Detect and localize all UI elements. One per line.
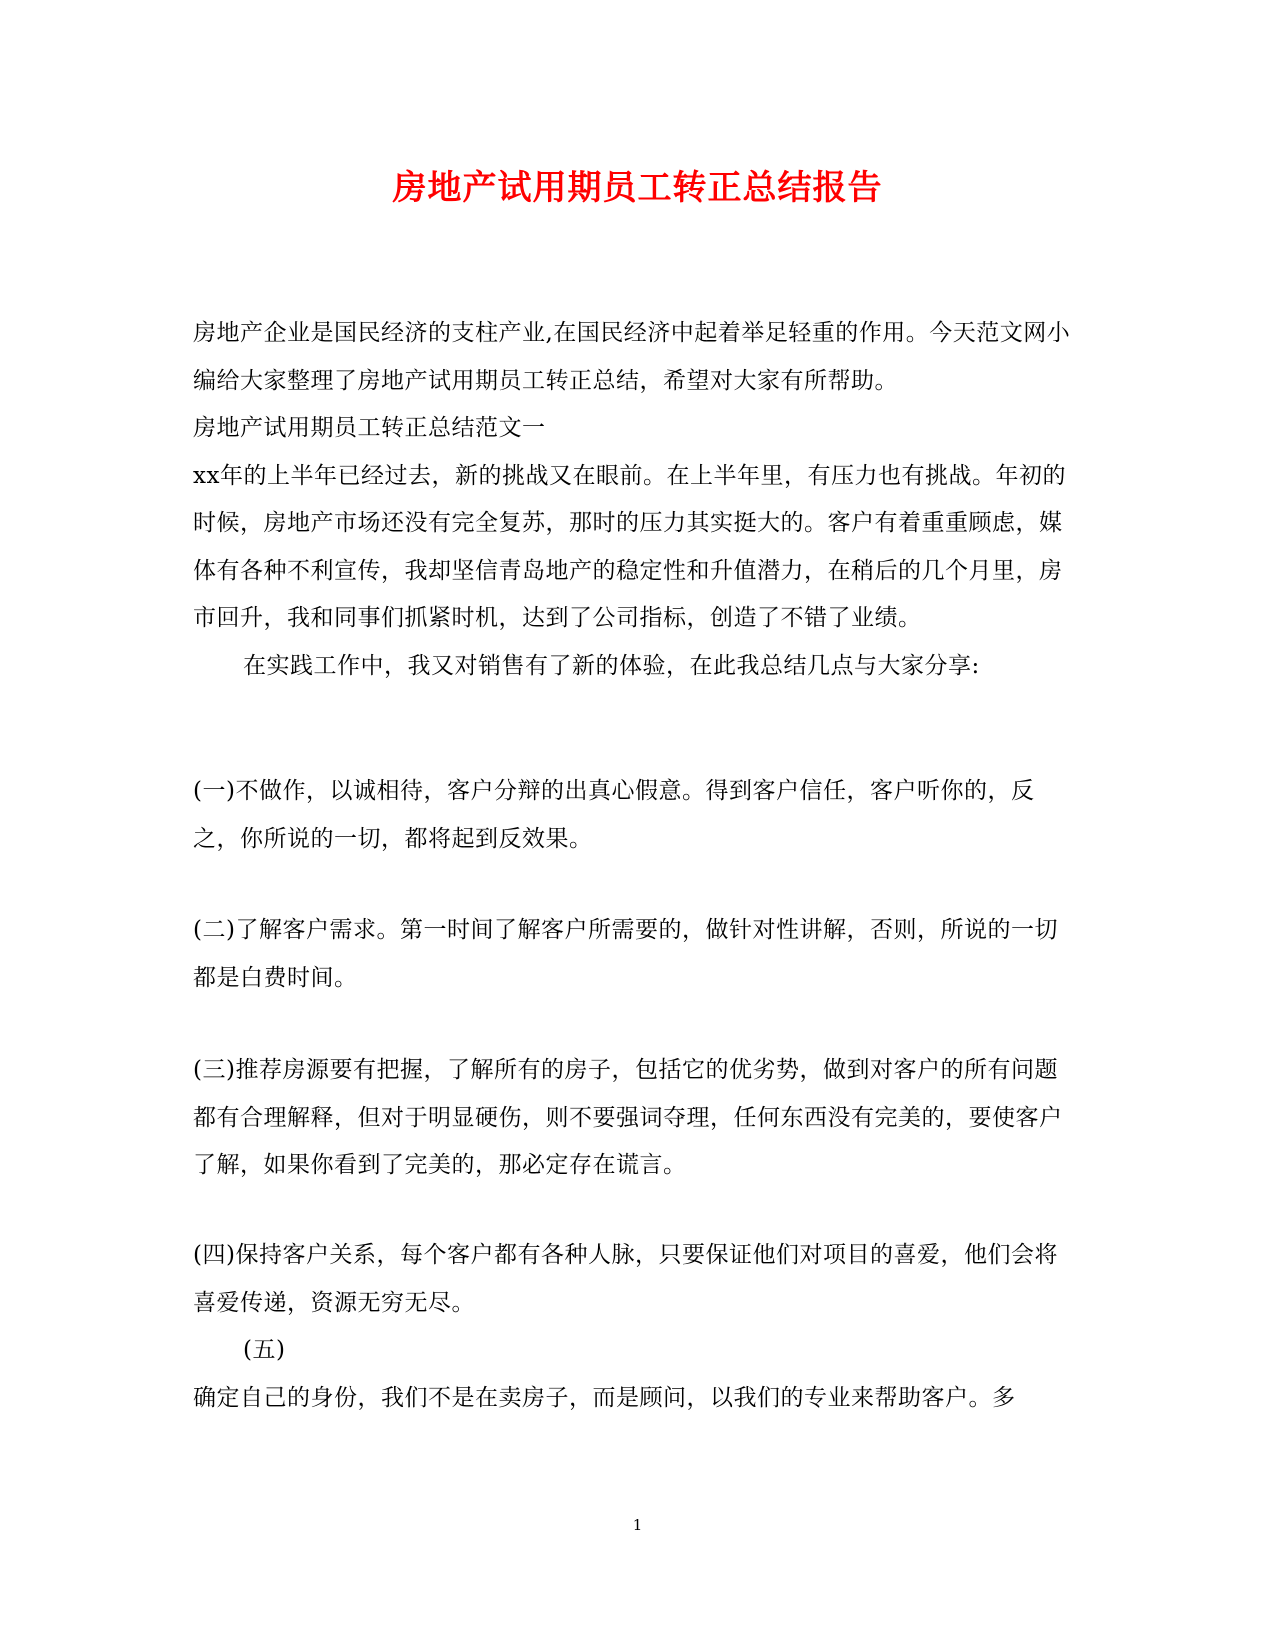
section-heading: 房地产试用期员工转正总结范文一 [193, 415, 546, 441]
point-1-text: (一)不做作，以诚相待，客户分辩的出真心假意。得到客户信任，客户听你的，反之，你所说的一切，都将起到反效果。 [193, 778, 1035, 852]
point-5-label: (五) [243, 1337, 286, 1363]
page-number: 1 [632, 1516, 643, 1534]
point-2-text: (二)了解客户需求。第一时间了解客户所需要的，做针对性讲解，否则，所说的一切都是白费时间。 [193, 917, 1058, 991]
point-4 [193, 1232, 1073, 1422]
point-2 [193, 907, 1073, 1002]
body-block-1 [193, 310, 1073, 690]
point-3-text: (三)推荐房源要有把握，了解所有的房子，包括它的优劣势，做到对客户的所有问题都有合理解释，但对于明显硬伤，则不要强词夺理，任何东西没有完美的，要使客户了解，如果你看到了完美的，那必定存在谎言。 [193, 1057, 1063, 1178]
point-4-text: (四)保持客户关系，每个客户都有各种人脉，只要保证他们对项目的喜爱，他们会将喜爱传递，资源无穷无尽。 [193, 1242, 1058, 1316]
point-1 [193, 768, 1073, 863]
point-3 [193, 1047, 1073, 1190]
point-5-text: 确定自己的身份，我们不是在卖房子，而是顾问，以我们的专业来帮助客户。多 [193, 1384, 1016, 1411]
paragraph-summary: xx年的上半年已经过去，新的挑战又在眼前。在上半年里，有压力也有挑战。年初的时候，房地产市场还没有完全复苏，那时的压力其实挺大的。客户有着重重顾虑，媒体有各种不利宣传，我却坚信青岛地产的稳定性和升值潜力，在稍后的几个月里，房市回升，我和同事们抓紧时机，达到了公司指标，创造了不错了业绩。 [193, 462, 1066, 631]
intro-paragraph: 房地产企业是国民经济的支柱产业,在国民经济中起着举足轻重的作用。今天范文网小编给大家整理了房地产试用期员工转正总结，希望对大家有所帮助。 [193, 320, 1071, 394]
paragraph-experience-intro: 在实践工作中，我又对销售有了新的体验，在此我总结几点与大家分享: [243, 652, 980, 679]
document-title: 房地产试用期员工转正总结报告 [392, 168, 883, 208]
